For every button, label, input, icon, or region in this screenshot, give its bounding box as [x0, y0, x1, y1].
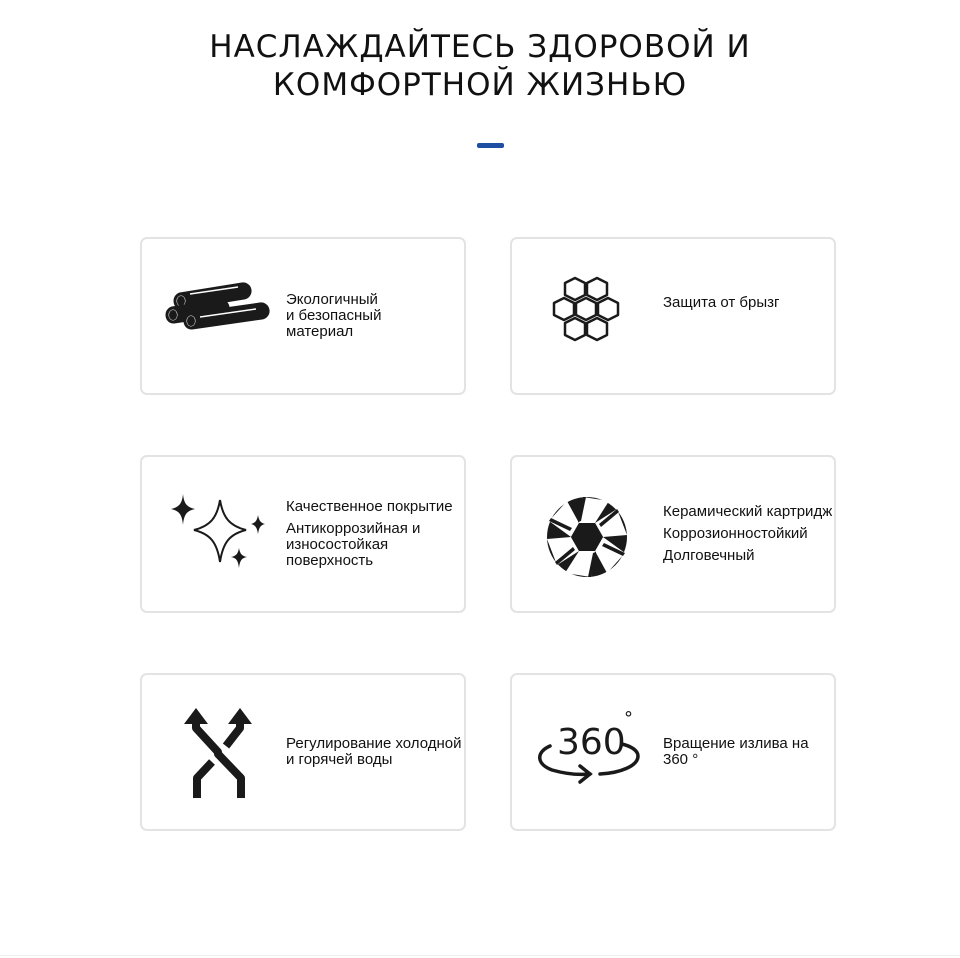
feature-line: Вращение излива на 360 °: [663, 735, 809, 768]
feature-text: [663, 239, 833, 393]
feature-line: Антикоррозийная и износостойкая поверхность: [286, 520, 421, 569]
feature-text: [286, 675, 462, 829]
rotate-360-icon: [530, 708, 640, 798]
rotate-360-degree: °: [624, 708, 633, 729]
feature-line: Экологичный: [286, 291, 378, 308]
feature-card-material: [140, 237, 466, 395]
title-accent-bar: [477, 143, 504, 148]
pipes-icon: [160, 272, 270, 362]
sparkle-icon: [160, 490, 270, 580]
honeycomb-icon: [530, 272, 640, 362]
aperture-icon: [530, 490, 640, 580]
cross-arrows-icon: [160, 708, 270, 798]
page-title: [0, 28, 960, 104]
page-title-line-2: КОМФОРТНОЙ ЖИЗНЬЮ: [272, 67, 688, 103]
page-title-line-1: НАСЛАЖДАЙТЕСЬ ЗДОРОВОЙ И: [209, 29, 751, 65]
feature-card-cartridge: [510, 455, 836, 613]
feature-line: и безопасный: [286, 307, 382, 324]
bottom-divider: [0, 955, 960, 956]
feature-line: Коррозионностойкий: [663, 525, 808, 542]
feature-line: материал: [286, 323, 354, 340]
feature-card-splash: [510, 237, 836, 395]
feature-card-temperature: [140, 673, 466, 831]
feature-line: Регулирование холодной и горячей воды: [286, 735, 462, 768]
feature-line: Защита от брызг: [663, 294, 780, 311]
rotate-360-label: 360: [557, 722, 626, 763]
feature-text: [663, 457, 833, 611]
feature-line: Долговечный: [663, 547, 755, 564]
feature-text: [286, 457, 462, 611]
feature-text: [286, 239, 462, 393]
feature-card-rotation: [510, 673, 836, 831]
feature-text: [663, 675, 833, 829]
feature-line: Керамический картридж: [663, 503, 833, 520]
feature-card-coating: [140, 455, 466, 613]
feature-line: Качественное покрытие: [286, 498, 453, 515]
